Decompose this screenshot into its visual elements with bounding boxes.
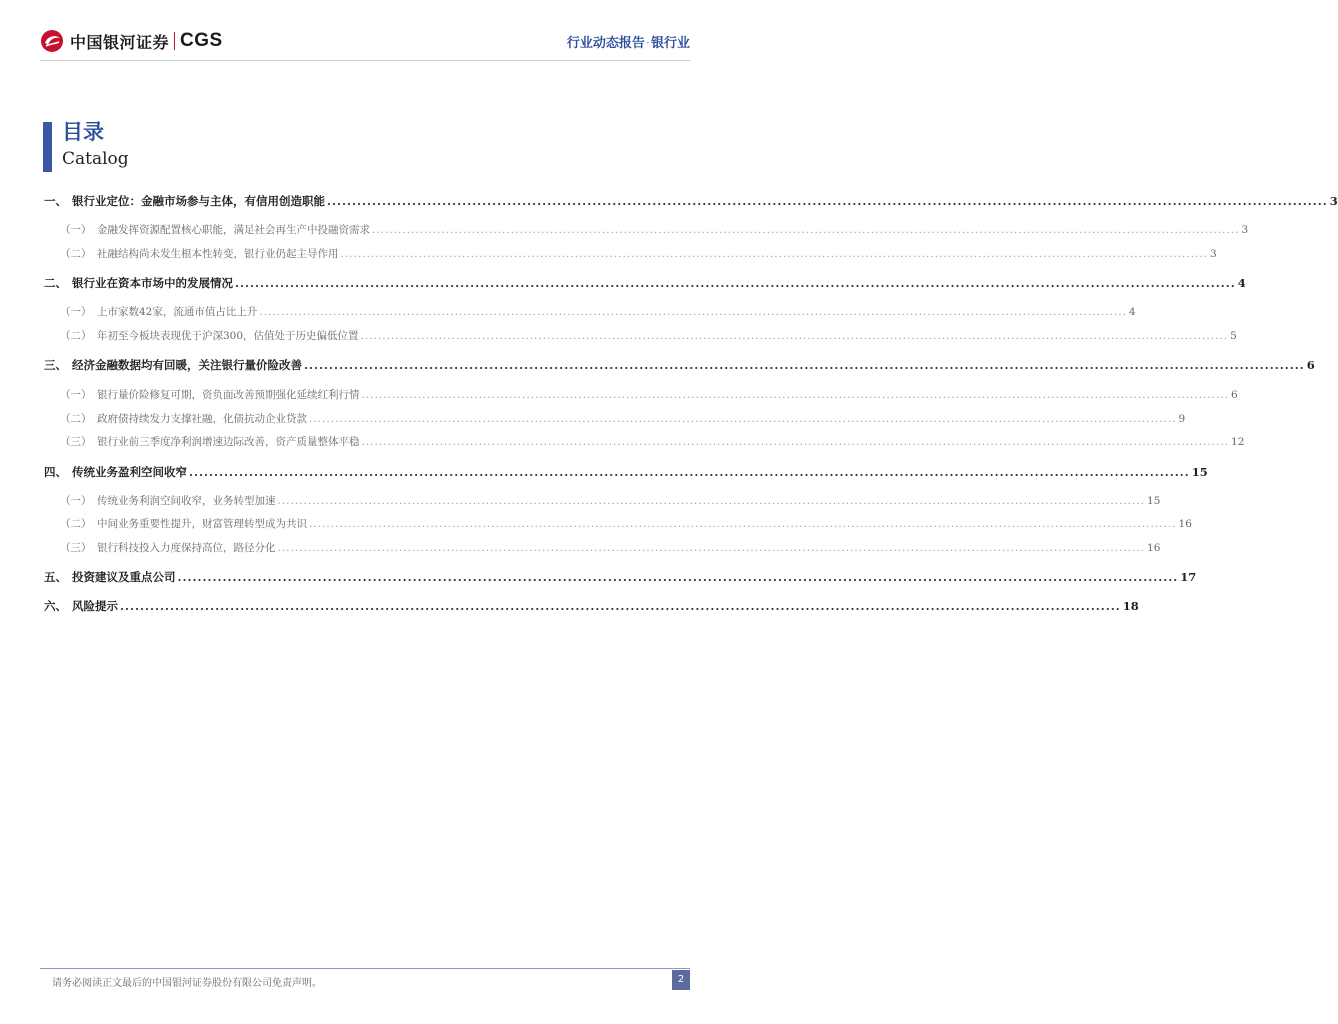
toc-section[interactable] [44,464,1208,480]
toc-leader: ........................................................................................................................................................................................................ [372,224,1240,236]
toc-leader: ........................................................................................................................................................................................................ [277,542,1146,554]
toc-leader: ........................................................................................................................................................................................................ [360,330,1229,342]
title-accent-bar [43,122,52,172]
toc-leader: ........................................................................................................................................................................................................ [120,599,1121,613]
toc-section[interactable] [44,569,1197,585]
toc-leader: ........................................................................................................................................................................................................ [189,465,1190,479]
toc-page-number: 4 [1128,306,1136,318]
toc-leader: ........................................................................................................................................................................................................ [277,495,1146,507]
toc-subsection[interactable] [44,434,1245,449]
page-number: 2 [672,970,690,990]
toc-title: 银行业定位：金融市场参与主体，有信用创造职能 [72,194,325,208]
toc-subsection[interactable] [44,387,1238,402]
toc-title: 上市家数42家，流通市值占比上升 [97,306,258,318]
toc-page-number: 6 [1231,389,1238,401]
toc-number: 二、 [44,276,67,290]
toc-page-number: 16 [1147,542,1161,554]
toc-leader: ........................................................................................................................................................................................................ [259,306,1127,318]
toc-number: （三） [60,436,92,448]
brand-name-cn: 中国银河证券 [70,32,170,52]
toc-subsection[interactable] [44,493,1161,508]
toc-title: 金融发挥资源配置核心职能，满足社会再生产中投融资需求 [97,224,370,236]
toc-page-number: 3 [1210,248,1217,260]
toc-number: （一） [60,306,92,318]
toc-title: 政府债持续发力支撑社融，化债抗动企业贷款 [97,413,307,425]
page-title: 目录 [62,119,104,144]
toc-number: （二） [60,248,92,260]
toc-section[interactable] [44,275,1246,291]
toc-leader: ........................................................................................................................................................................................................ [235,276,1236,290]
toc-subsection[interactable] [44,304,1136,319]
toc-number: （一） [60,389,92,401]
toc-page-number: 4 [1237,276,1246,290]
header-divider [40,60,690,61]
toc-number: （二） [60,413,92,425]
toc-page-number: 3 [1241,224,1249,236]
toc-number: 四、 [44,465,67,479]
toc-title: 社融结构尚未发生根本性转变，银行业仍起主导作用 [97,248,339,260]
footer-divider [40,968,690,969]
toc-leader: ........................................................................................................................................................................................................ [309,518,1177,530]
toc-page-number: 16 [1178,518,1192,530]
toc-subsection[interactable] [44,516,1192,531]
toc-leader: ........................................................................................................................................................................................................ [327,194,1328,208]
brand-logo [40,27,223,55]
toc-leader: ........................................................................................................................................................................................................ [340,248,1209,260]
toc-page-number: 12 [1231,436,1245,448]
toc-section[interactable] [44,193,1338,209]
toc-page-number: 3 [1329,194,1338,208]
toc-subsection[interactable] [44,411,1186,426]
toc-leader: ........................................................................................................................................................................................................ [361,389,1230,401]
toc-page-number: 5 [1230,330,1237,342]
toc-title: 银行量价险修复可期，资负面改善预期强化延续红利行情 [97,389,360,401]
toc-title: 传统业务盈利空间收窄 [72,465,187,479]
toc-subsection[interactable] [44,540,1161,555]
report-category [567,32,690,51]
toc-title: 风险提示 [72,599,118,613]
brand-divider [174,32,175,50]
toc-subsection[interactable] [44,328,1237,343]
toc-leader: ........................................................................................................................................................................................................ [361,436,1230,448]
toc-subsection[interactable] [44,222,1249,237]
toc-number: 五、 [44,570,67,584]
toc-section[interactable] [44,598,1139,614]
toc-leader: ........................................................................................................................................................................................................ [177,570,1179,584]
brand-mark-icon [40,29,64,53]
toc-page-number: 9 [1178,413,1186,425]
toc-section[interactable] [44,357,1315,373]
brand-name-en: CGS [180,30,223,51]
toc-title: 银行科技投入力度保持高位，路径分化 [97,542,276,554]
toc-number: （一） [60,495,92,507]
toc-page-number: 15 [1191,465,1208,479]
toc-leader: ........................................................................................................................................................................................................ [309,413,1177,425]
page-subtitle: Catalog [62,149,129,169]
toc-title: 年初至今板块表现优于沪深300，估值处于历史偏低位置 [97,330,359,342]
toc-title: 银行业在资本市场中的发展情况 [72,276,233,290]
report-type: 行业动态报告 [566,36,645,51]
toc-page-number: 15 [1147,495,1161,507]
toc-title: 投资建议及重点公司 [72,570,176,584]
toc-number: 三、 [44,358,67,372]
toc-page-number: 6 [1306,358,1315,372]
toc-title: 经济金融数据均有回暖，关注银行量价险改善 [72,358,302,372]
toc-number: （三） [60,542,92,554]
toc-title: 银行业前三季度净利润增速边际改善，资产质量整体平稳 [97,436,360,448]
header-separator: · [645,36,650,51]
toc-subsection[interactable] [44,246,1217,261]
toc-number: （二） [60,330,92,342]
toc-title: 传统业务利润空间收窄，业务转型加速 [97,495,276,507]
toc-page-number: 17 [1180,570,1197,584]
footer-disclaimer: 请务必阅读正文最后的中国银河证券股份有限公司免责声明。 [52,978,322,989]
report-sector: 银行业 [650,36,690,51]
toc-number: （二） [60,518,92,530]
toc-leader: ........................................................................................................................................................................................................ [304,358,1305,372]
toc-page-number: 18 [1122,599,1139,613]
toc-number: （一） [60,224,92,236]
toc-title: 中间业务重要性提升，财富管理转型成为共识 [97,518,307,530]
toc-number: 一、 [44,194,67,208]
toc-number: 六、 [44,599,67,613]
